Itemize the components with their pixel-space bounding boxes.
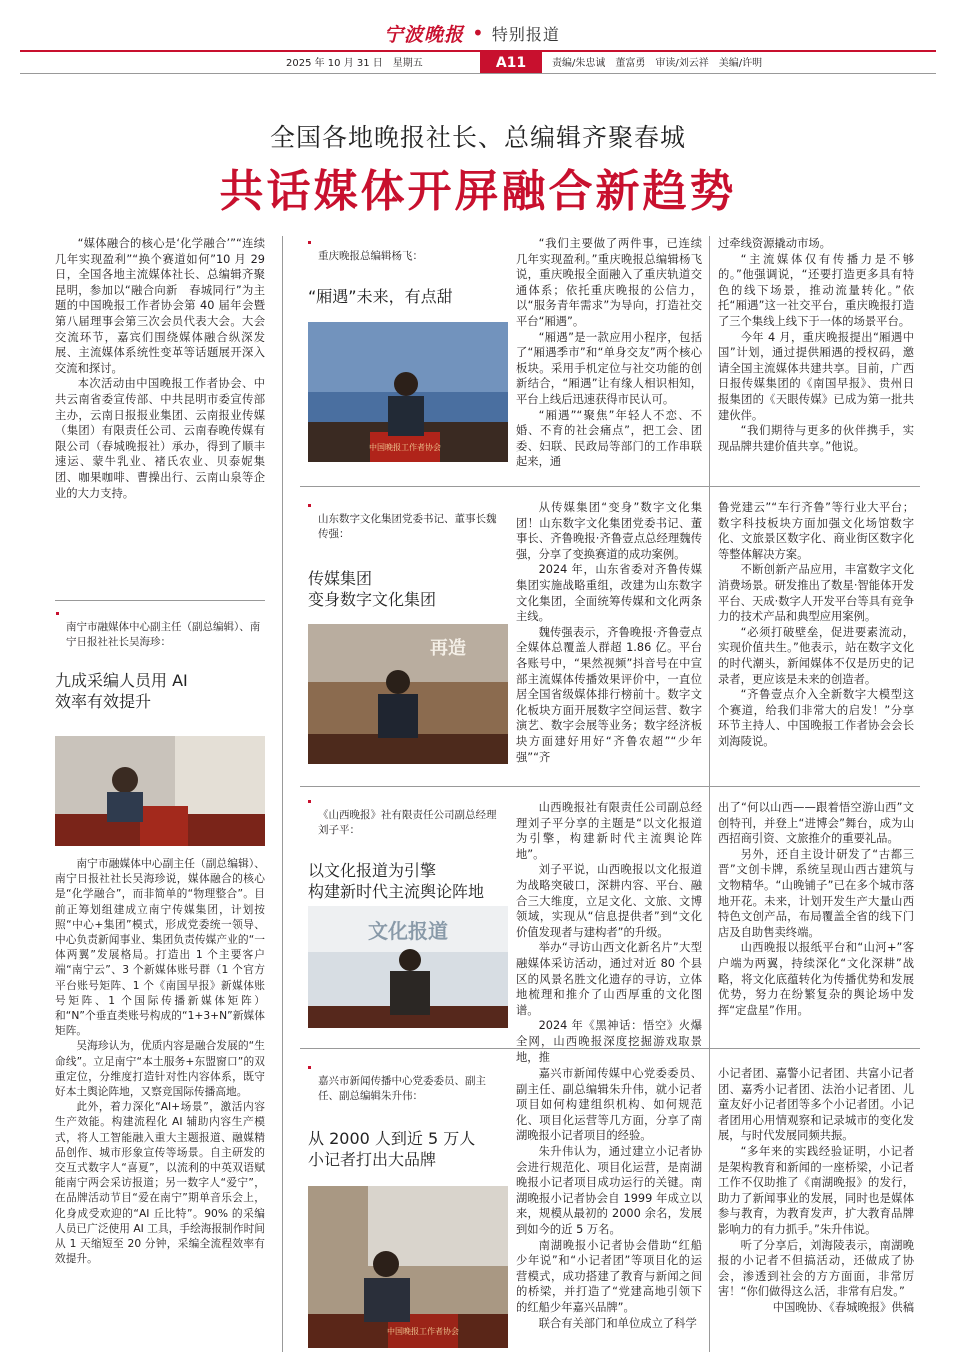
nanning-photo bbox=[55, 736, 265, 846]
chongqing-paragraph: “我们主要做了两件事，已连续几年实现盈利。”重庆晚报总编辑杨飞说，重庆晚报全面融入了重庆轨道交通体系；依托重庆晚报的公信力，以“服务青年需求”为导向，打造社交平台“厢遇”。 bbox=[516, 237, 702, 328]
section-name: 特别报道 bbox=[491, 24, 560, 44]
shandong-headline-line: 变身数字文化集团 bbox=[308, 590, 437, 609]
intro-column bbox=[55, 236, 265, 501]
masthead bbox=[384, 18, 560, 48]
chongqing-paragraph: 过牵线资源撬动市场。 bbox=[718, 237, 831, 250]
article-subtitle: 全国各地晚报社长、总编辑齐聚春城 bbox=[269, 123, 686, 152]
chongqing-body-right bbox=[718, 236, 914, 454]
shandong-paragraph: 不断创新产品应用，丰富数字文化消费场景。研发推出了数星·智能体开发平台、天成·数字人开发平台等具有竞争力的技术产品和典型应用案例。 bbox=[718, 563, 914, 624]
nanning-headline-line: 效率有效提升 bbox=[55, 692, 152, 711]
chongqing-body-left bbox=[516, 236, 702, 470]
shanxi-speaker-label: 《山西晚报》社有限责任公司副总经理刘子平： bbox=[318, 809, 497, 836]
shanxi-paragraph: 举办“寻访山西文化新名片”大型融媒体采访活动，通过对近 80 个县区的风景名胜文化遗存的寻访，立体地梳理和推介了山西厚重的文化图谱。 bbox=[516, 941, 702, 1017]
nanning-paragraph: 吴海珍认为，优质内容是融合发展的“生命线”。立足南宁“本土服务+东盟窗口”的双重定位，分维度打造针对性内容体系，既守好本土舆论阵地，又察竞国际传播高地。 bbox=[55, 1039, 265, 1099]
nanning-paragraph: 南宁市融媒体中心副主任（副总编辑）、南宁日报社社长吴海珍说，媒体融合的核心是“化学融合”，而非简单的“物理整合”。目前正筹划组建成立南宁传媒集团，计划按照“中心+集团”模式，形成党委统一领导、中心负责新闻事业、集团负责传媒产业的“一体两翼”发展格局。打造出 1 个主要客户端“南宁云”、3 个新媒体账号群（1 个官方平台账号矩阵、1 个《南国早报》新媒体账号矩阵、1 个国际传播新媒体矩阵）和“N”个垂直类账号构成的“1+3+N”新媒体矩阵。 bbox=[55, 857, 265, 1038]
jiaxing-paragraph: “多年来的实践经验证明，小记者是架构教育和新闻的一座桥梁，小记者工作不仅助推了《南湖晚报》的发行，助力了新闻事业的发展，同时也是媒体参与教育，为教育发声，扩大教育品牌影响力的有力抓手。”朱升伟说。 bbox=[718, 1144, 914, 1236]
chongqing-paragraph: 今年 4 月，重庆晚报提出“厢遇中国”计划，通过提供厢遇的授权码，邀请全国主流媒体共建共享。目前，广西日报传媒集团的《南国早报》、贵州日报集团的《天眼传媒》已成为第一批共建伙伴。 bbox=[718, 330, 914, 422]
section-divider bbox=[300, 786, 920, 787]
section-divider bbox=[300, 1048, 920, 1049]
chongqing-paragraph: “厢遇”“聚焦”年轻人不恋、不婚、不育的社会痛点”，把工会、团委、妇联、民政局等部门的工作串联起来，通 bbox=[516, 408, 702, 469]
shandong-headline-line: 传媒集团 bbox=[308, 569, 373, 588]
shandong-paragraph: 从传媒集团“变身”数字文化集团！山东数字文化集团党委书记、董事长、齐鲁晚报·齐鲁壹点总经理魏传强，分享了变换赛道的成功案例。 bbox=[516, 501, 702, 561]
shanxi-paragraph: 山西晚报社有限责任公司副总经理刘子平分享的主题是“以文化报道为引擎，构建新时代主流舆论阵地”。 bbox=[516, 801, 702, 861]
chongqing-banner-text: 中国晚报工作者协会 bbox=[369, 443, 441, 452]
jiaxing-headline bbox=[308, 1128, 508, 1170]
shanxi-paragraph: 另外，还自主设计研发了“古都三晋”文创卡牌，系统呈现山西古建筑与文物精华。“山晚铺子”已在多个城市落地开花。未来，计划开发生产大量山西特色文创产品，布局覆盖全省的线下门店及自助售卖终端。 bbox=[718, 847, 914, 939]
chongqing-photo bbox=[308, 322, 508, 462]
shandong-banner-text: 再造 bbox=[430, 638, 466, 659]
jiaxing-headline-line: 小记者打出大品牌 bbox=[308, 1150, 437, 1169]
shanxi-paragraph: 山西晚报以报纸平台和“山河+”客户端为两翼，持续深化“文化深耕”战略，将文化底蕴转化为传播优势和发展优势，努力在纷繁复杂的舆论场中发挥“定盘星”作用。 bbox=[718, 941, 914, 1017]
nanning-body bbox=[55, 856, 265, 1266]
masthead-rule bbox=[20, 50, 936, 52]
shanxi-body-right bbox=[718, 800, 914, 1018]
shandong-body-left bbox=[516, 500, 702, 765]
jiaxing-headline-line: 从 2000 人到近 5 万人 bbox=[308, 1129, 476, 1148]
shanxi-paragraph: 出了“何以山西——跟着悟空游山西”文创特刊，并登上“进博会”舞台，成为山西招商引资、文旅推介的重要礼品。 bbox=[718, 801, 914, 846]
jiaxing-body-right bbox=[718, 1066, 914, 1316]
info-rule bbox=[20, 73, 936, 74]
shanxi-headline bbox=[308, 860, 518, 902]
jiaxing-paragraph: 小记者团、嘉警小记者团、共富小记者团、嘉秀小记者团、法治小记者团、儿童友好小记者团等多个小记者团。小记者团用心用情观察和记录城市的变化发展，与时代发展同频共振。 bbox=[718, 1067, 914, 1143]
jiaxing-source-credit: 中国晚协、《春城晚报》供稿 bbox=[772, 1300, 914, 1314]
shanxi-paragraph: 2024 年《黑神话：悟空》火爆全网，山西晚报深度挖掘游戏取景地，推 bbox=[516, 1019, 702, 1064]
nanning-headline bbox=[55, 670, 265, 712]
nanning-paragraph: 此外，着力深化“AI+场景”，激活内容生产效能。构建流程化 AI 辅助内容生产模式，将人工智能融入重大主题报道、融媒精品创作、城市形象宣传等场景。自主研发的交互式数字人“喜夏”，以流利的中英双语赋能南宁两会采访报道；另一数字人“爱宁”，在品牌活动节目“爱在南宁”期单音乐会上，化身成受欢迎的“AI 丘比特”。90% 的采编人员已广泛使用 AI 工具，手绘海报制作时间从 1 天缩短至 20 分钟，采编全流程效率有效提升。 bbox=[55, 1100, 265, 1266]
issue-date: 2025 年 10 月 31 日 星期五 bbox=[286, 58, 423, 69]
newspaper-logo: 宁波晚报 bbox=[384, 23, 465, 46]
shanxi-paragraph: 刘子平说，山西晚报以文化报道为战略突破口，深耕内容、平台、融合三大维度，立足文化、文旅、文博领域，实现从“信息提供者”到“文化价值发现者与建构者”的升级。 bbox=[516, 863, 702, 939]
shandong-speaker-label: 山东数字文化集团党委书记、董事长魏传强： bbox=[318, 513, 497, 540]
page-number: A11 bbox=[480, 52, 542, 74]
shanxi-body-left bbox=[516, 800, 702, 1065]
shandong-paragraph: “必须打破壁垒，促进要素流动，实现价值共生。”他表示，站在数字文化的时代潮头，新闻媒体不仅是历史的记录者，更应该是未来的创造者。 bbox=[718, 625, 914, 686]
shandong-paragraph: “齐鲁壹点介入全新数字大模型这个赛道，给我们非常大的启发！”分享环节主持人、中国晚报工作者协会会长刘海陵说。 bbox=[718, 688, 914, 748]
chongqing-headline: “厢遇”未来，有点甜 bbox=[308, 287, 453, 306]
jiaxing-paragraph: 南湖晚报小记者协会借助“红船少年说”和“小记者团”等项目化的运营模式，成功搭建了教育与新闻之间的桥梁，并打造了“党建高地引领下的红船少年嘉兴品牌”。 bbox=[516, 1238, 702, 1314]
shanxi-banner-text: 文化报道 bbox=[368, 919, 448, 943]
editor-credits: 责编/朱忠诚 董富勇 审读/刘云祥 美编/许明 bbox=[552, 58, 763, 69]
section-divider bbox=[300, 486, 920, 487]
chongqing-speaker-label: 重庆晚报总编辑杨飞： bbox=[318, 249, 498, 264]
shanxi-photo bbox=[308, 906, 508, 1028]
intro-paragraph: 本次活动由中国晚报工作者协会、中共云南省委宣传部、中共昆明市委宣传部主办，云南日报报业集团、云南报业传媒（集团）有限责任公司、云南春晚传媒有限公司（春城晚报社）承办，得到了顺丰速运、蒙牛乳业、褚氏农业、贝泰妮集团、咖果咖啡、曹操出行、云南山泉等企业的大力支持。 bbox=[55, 377, 265, 500]
chongqing-paragraph: “我们期待与更多的伙伴携手，实现品牌共建价值共享。”他说。 bbox=[718, 424, 914, 453]
chongqing-paragraph: “厢遇”是一款应用小程序，包括了“厢遇季市”和“单身交友”两个核心板块。采用手机定位与社交功能的创新结合，“厢遇”让有缘人相识相知，平台上线后迅速获得市民认可。 bbox=[516, 330, 702, 406]
chongqing-paragraph: “主流媒体仅有传播力是不够的。”他强调说，“还要打造更多具有特色的线下场景，推动流量转化。”依托“厢遇”这一社交平台，重庆晚报打造了三个集线上线下于一体的场景平台。 bbox=[718, 252, 914, 328]
shandong-headline bbox=[308, 568, 508, 610]
shandong-body-right bbox=[718, 500, 914, 750]
jiaxing-photo bbox=[308, 1186, 508, 1348]
jiaxing-body-left bbox=[516, 1066, 702, 1331]
column-divider bbox=[709, 236, 710, 1352]
nanning-divider bbox=[55, 600, 265, 601]
nanning-speaker-label: 南宁市融媒体中心副主任（副总编辑）、南宁日报社社长吴海珍： bbox=[66, 621, 261, 648]
jiaxing-banner-text: 中国晚报工作者协会 bbox=[387, 1327, 459, 1336]
shandong-photo bbox=[308, 624, 508, 764]
jiaxing-paragraph: 嘉兴市新闻传媒中心党委委员、副主任、副总编辑朱升伟，就小记者项目如何构建组织机构、如何规范化、项目化运营等几方面，分享了南湖晚报小记者项目的经验。 bbox=[516, 1067, 702, 1143]
info-bar bbox=[20, 56, 936, 72]
shanxi-headline-line: 构建新时代主流舆论阵地 bbox=[308, 882, 485, 901]
shanxi-headline-line: 以文化报道为引擎 bbox=[308, 861, 437, 880]
jiaxing-paragraph: 听了分享后，刘海陵表示，南湖晚报的小记者不但搞活动，还做成了协会，渗透到社会的方方面面，非常厉害！“你们做得这么活，非常有启发。” bbox=[718, 1238, 914, 1299]
article-title: 共话媒体开屏融合新趋势 bbox=[219, 166, 737, 217]
nanning-headline-line: 九成采编人员用 AI bbox=[55, 671, 188, 690]
jiaxing-paragraph: 朱升伟认为，通过建立小记者协会进行规范化、项目化运营，是南湖晚报小记者项目成功运行的关键。南湖晚报小记者协会自 1999 年成立以来，规模从最初的 2000 余名，发展到如今的近 5 万名。 bbox=[516, 1144, 702, 1236]
intro-paragraph: “媒体融合的核心是‘化学融合’”“连续几年实现盈利”“换个赛道如何”10 月 29 日，全国各地主流媒体社长、总编辑齐聚昆明，参加以“融合向新 春城同行”为主题的中国晚报工作者协会第 40 届年会暨第八届理事会第三次会员代表大会。大会交流环节，嘉宾们围绕媒体融合纵深发展、主流媒体系统性变革等话题展开深入交流和探讨。 bbox=[55, 237, 265, 375]
jiaxing-speaker-label: 嘉兴市新闻传播中心党委委员、副主任、副总编辑朱升伟： bbox=[318, 1074, 498, 1104]
column-divider bbox=[282, 236, 283, 1352]
shandong-paragraph: 2024 年，山东省委对齐鲁传媒集团实施战略重组，改建为山东数字文化集团，全面统筹传媒和文化两条主线。 bbox=[516, 563, 702, 624]
masthead-dot-icon: • bbox=[472, 21, 484, 45]
jiaxing-paragraph: 联合有关部门和单位成立了科学 bbox=[538, 1316, 697, 1330]
shandong-paragraph: 魏传强表示，齐鲁晚报·齐鲁壹点全媒体总覆盖人群超 1.86 亿。平台各账号中，“果然视频”抖音号在中宣部主流媒体传播效果评价中，一直位居全国省级媒体排行榜前十。数字文化板块方面开展数字空间运营、数字演艺、数字会展等业务；数字经济板块方面建好用好“齐鲁农超”“少年强”“齐 bbox=[516, 625, 702, 764]
shandong-paragraph: 鲁党建云”“车行齐鲁”等行业大平台；数字科技板块方面加强文化场馆数字化、文旅景区数字化、商业街区数字化等整体解决方案。 bbox=[718, 501, 914, 561]
